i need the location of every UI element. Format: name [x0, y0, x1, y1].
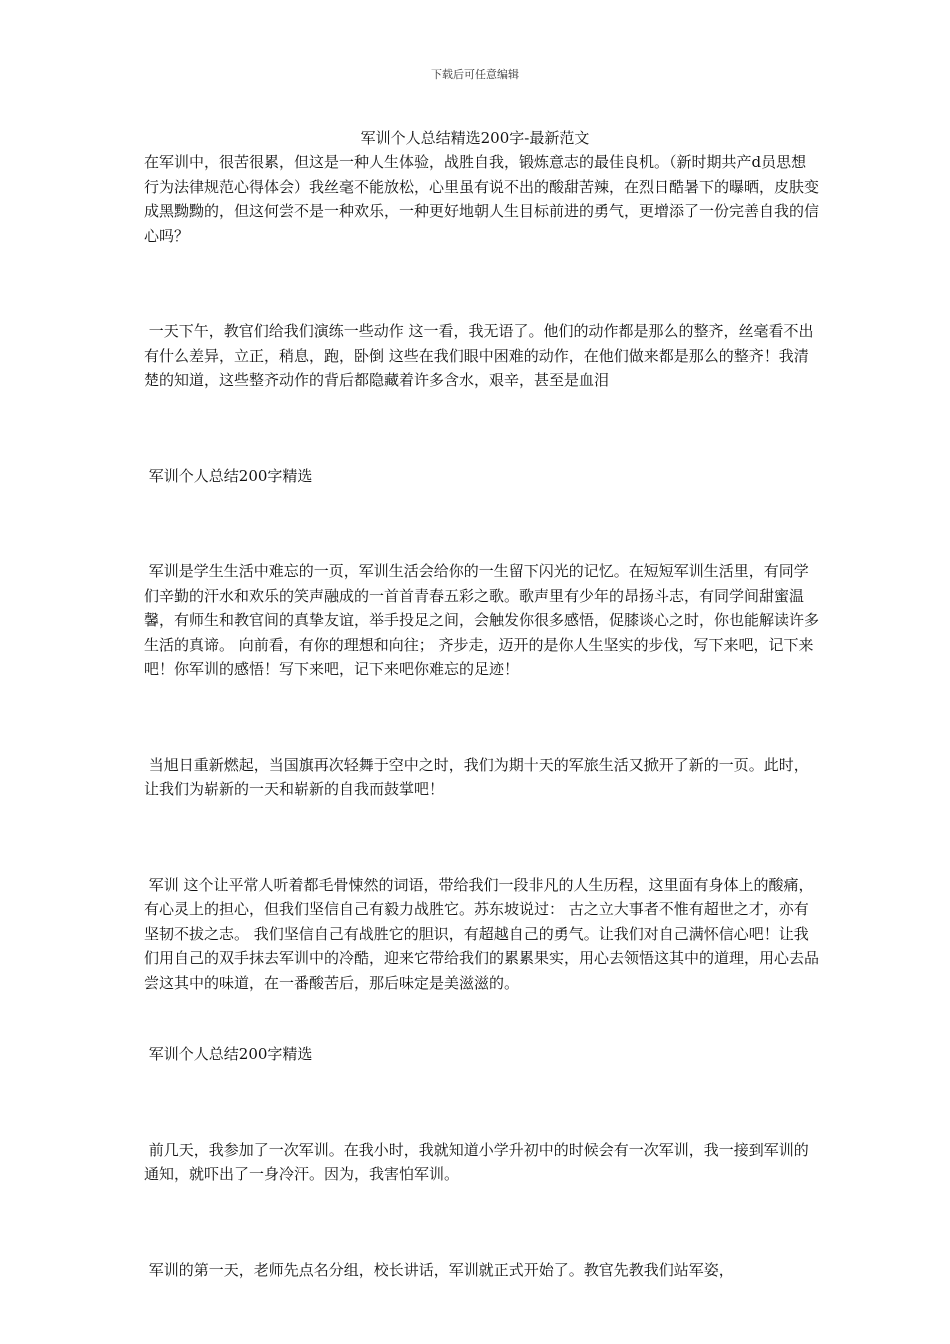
section-heading: 军训个人总结200字精选 — [144, 466, 313, 485]
paragraph: 当旭日重新燃起，当国旗再次轻舞于空中之时，我们为期十天的军旅生活又掀开了新的一页。此时，让我们为崭新的一天和崭新的自我而鼓掌吧！ — [144, 755, 809, 798]
paragraph: 一天下午，教官们给我们演练一些动作 这一看，我无语了。他们的动作都是那么的整齐，丝毫看不出有什么差异，立正，稍息，跑，卧倒 这些在我们眼中困难的动作，在他们做来都是那么的整齐！我清楚的知道，这些整齐动作的背后都隐藏着许多含水，艰辛，甚至是血泪 — [144, 322, 814, 389]
paragraph: 前几天，我参加了一次军训。在我小时，我就知道小学升初中的时候会有一次军训，我一接到军训的通知，就吓出了一身冷汗。因为，我害怕军训。 — [144, 1140, 809, 1183]
header-note: 下载后可任意编辑 — [431, 68, 519, 81]
paragraph: 军训 这个让平常人听着都毛骨悚然的词语，带给我们一段非凡的人生历程，这里面有身体上的酸痛，有心灵上的担心，但我们坚信自己有毅力战胜它。苏东坡说过： 古之立大事者不惟有超世之才，亦有坚韧不拔之志。 我们坚信自己有战胜它的胆识，有超越自己的勇气。让我们对自己满怀信心吧！让我们用自己的双手抹去军训中的冷酷，迎来它带给我们的累累果实，用心去领悟这其中的道理，用心去品尝这其中的味道，在一番酸苦后，那后味定是美滋滋的。 — [144, 875, 820, 992]
document-title: 军训个人总结精选200字-最新范文 — [360, 129, 590, 147]
paragraph: 军训是学生生活中难忘的一页，军训生活会给你的一生留下闪光的记忆。在短短军训生活里，有同学们辛勤的汗水和欢乐的笑声融成的一首首青春五彩之歌。歌声里有少年的昂扬斗志，有同学间甜蜜温馨，有师生和教官间的真挚友谊，举手投足之间，会触发你很多感悟，促膝谈心之时，你也能解读许多生活的真谛。 向前看，有你的理想和向往； 齐步走，迈开的是你人生坚实的步伐，写下来吧，记下来吧！你军训的感悟！写下来吧，记下来吧你难忘的足迹！ — [144, 562, 820, 678]
section-heading: 军训个人总结200字精选 — [144, 1045, 313, 1063]
document-body — [144, 150, 820, 1282]
paragraph: 军训的第一天，老师先点名分组，校长讲话，军训就正式开始了。教官先教我们站军姿， — [144, 1260, 734, 1279]
paragraph: 在军训中，很苦很累，但这是一种人生体验，战胜自我，锻炼意志的最佳良机。（新时期共产d员思想行为法律规范心得体会）我丝毫不能放松，心里虽有说不出的酸甜苦辣，在烈日酷暑下的曝晒，皮肤变成黑黝黝的，但这何尝不是一种欢乐，一种更好地朝人生目标前进的勇气，更增添了一份完善自我的信心吗？ — [144, 153, 820, 245]
